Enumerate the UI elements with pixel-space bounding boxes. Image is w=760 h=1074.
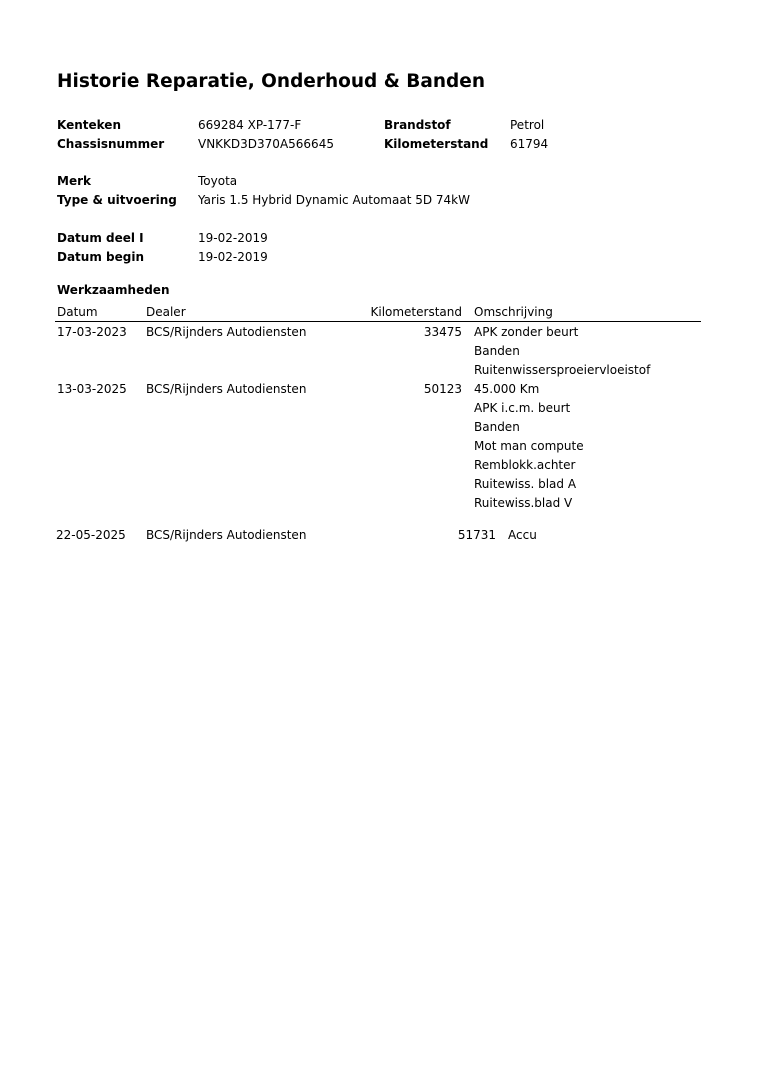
row-omschrijving-item: Ruitewiss. blad A xyxy=(474,477,577,491)
row-omschrijving-item: APK i.c.m. beurt xyxy=(474,401,571,415)
row-omschrijving-item: Banden xyxy=(474,420,520,434)
datum-deel-value: 19-02-2019 xyxy=(198,231,268,245)
column-header-omschrijving: Omschrijving xyxy=(474,305,553,319)
row-omschrijving-item: 45.000 Km xyxy=(474,382,540,396)
row-omschrijving-item: Mot man compute xyxy=(474,439,584,453)
datum-deel-label: Datum deel I xyxy=(57,231,144,245)
row-datum: 22-05-2025 xyxy=(56,528,126,542)
merk-label: Merk xyxy=(57,174,91,188)
row-kilometerstand: 33475 xyxy=(423,325,462,339)
row-kilometerstand: 50123 xyxy=(423,382,462,396)
chassis-value: VNKKD3D370A566645 xyxy=(198,137,334,151)
row-omschrijving-item: APK zonder beurt xyxy=(474,325,579,339)
row-dealer: BCS/Rijnders Autodiensten xyxy=(146,382,307,396)
row-dealer: BCS/Rijnders Autodiensten xyxy=(146,528,307,542)
brandstof-label: Brandstof xyxy=(384,118,451,132)
row-omschrijving-item: Banden xyxy=(474,344,520,358)
row-omschrijving-item: Accu xyxy=(508,528,537,542)
column-header-datum: Datum xyxy=(57,305,98,319)
row-omschrijving-item: Ruitewiss.blad V xyxy=(474,496,573,510)
row-datum: 17-03-2023 xyxy=(57,325,127,339)
column-header-dealer: Dealer xyxy=(146,305,186,319)
row-datum: 13-03-2025 xyxy=(57,382,127,396)
row-omschrijving-item: Remblokk.achter xyxy=(474,458,576,472)
page-title: Historie Reparatie, Onderhoud & Banden xyxy=(57,71,486,92)
row-omschrijving-item: Ruitenwissersproeiervloeistof xyxy=(474,363,651,377)
datum-begin-value: 19-02-2019 xyxy=(198,250,268,264)
type-label: Type & uitvoering xyxy=(57,193,177,207)
datum-begin-label: Datum begin xyxy=(57,250,144,264)
kilometerstand-value: 61794 xyxy=(510,137,549,151)
kenteken-label: Kenteken xyxy=(57,118,121,132)
header-divider xyxy=(55,321,701,322)
chassis-label: Chassisnummer xyxy=(57,137,165,151)
kilometerstand-label: Kilometerstand xyxy=(384,137,489,151)
werkzaamheden-heading: Werkzaamheden xyxy=(57,283,170,297)
row-kilometerstand: 51731 xyxy=(457,528,496,542)
type-value: Yaris 1.5 Hybrid Dynamic Automaat 5D 74kW xyxy=(198,193,470,207)
kenteken-value: 669284 XP-177-F xyxy=(198,118,302,132)
merk-value: Toyota xyxy=(198,174,238,188)
column-header-kilometerstand: Kilometerstand xyxy=(370,305,462,319)
row-dealer: BCS/Rijnders Autodiensten xyxy=(146,325,307,339)
brandstof-value: Petrol xyxy=(510,118,545,132)
